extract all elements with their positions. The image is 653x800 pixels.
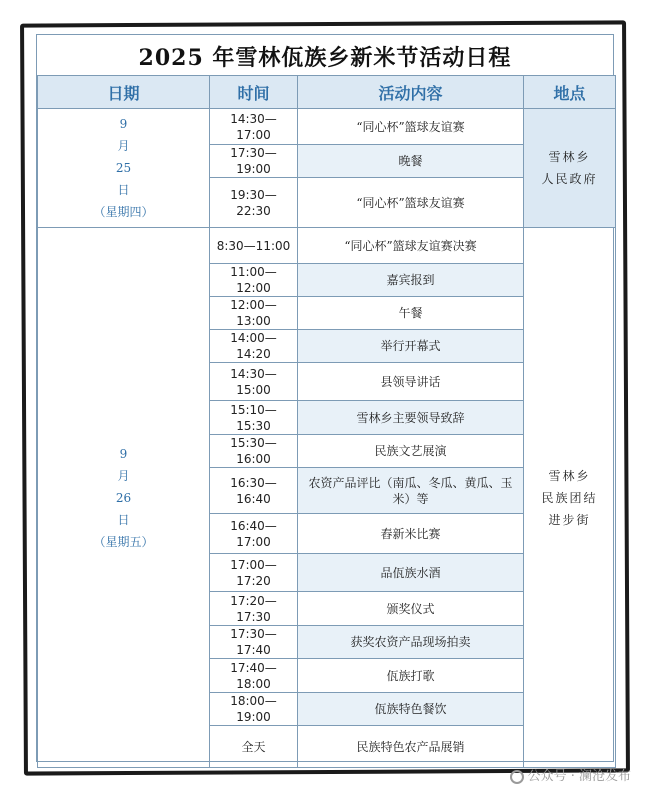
- date-cell-day1: [38, 109, 210, 228]
- header-row: [38, 76, 616, 109]
- location-cell-day2: [524, 228, 616, 768]
- schedule-title: 2025 年雪林佤族乡新米节活动日程: [138, 45, 512, 71]
- time-cell: 14:30—15:00: [210, 363, 298, 401]
- location-line: 民族团结: [541, 490, 598, 505]
- time-cell: 8:30—11:00: [210, 228, 298, 264]
- time-cell: 14:30—17:00: [210, 109, 298, 145]
- schedule-sheet: [36, 34, 614, 762]
- location-line: 人民政府: [541, 172, 598, 186]
- date-day-char: 日: [117, 183, 130, 197]
- activity-cell: 午餐: [298, 297, 524, 330]
- time-cell: 18:00—19:00: [210, 693, 298, 726]
- date-month-char: 月: [117, 139, 130, 153]
- activity-cell: “同心杯”篮球友谊赛: [298, 178, 524, 228]
- time-cell: 16:40—17:00: [210, 514, 298, 554]
- activity-cell: 佤族特色餐饮: [298, 693, 524, 726]
- activity-cell: 民族文艺展演: [298, 435, 524, 468]
- time-cell: 全天: [210, 726, 298, 768]
- time-cell: 17:30—17:40: [210, 626, 298, 659]
- time-cell: 12:00—13:00: [210, 297, 298, 330]
- date-month-num: 9: [119, 446, 128, 461]
- time-cell: 17:40—18:00: [210, 659, 298, 693]
- activity-cell: 晚餐: [298, 145, 524, 178]
- date-month-num: 9: [119, 117, 128, 131]
- time-cell: 19:30—22:30: [210, 178, 298, 228]
- table-row: [38, 228, 616, 264]
- table-row: [38, 109, 616, 145]
- time-cell: 17:20—17:30: [210, 592, 298, 626]
- time-cell: 17:30—19:00: [210, 145, 298, 178]
- header-time: 时间: [210, 76, 298, 109]
- location-cell-day1: [524, 109, 616, 228]
- time-cell: 15:10—15:30: [210, 401, 298, 435]
- watermark: [510, 765, 631, 784]
- date-weekday: （星期四）: [93, 205, 154, 219]
- activity-cell: 获奖农资产品现场拍卖: [298, 626, 524, 659]
- date-day-num: 25: [115, 161, 132, 175]
- header-location: 地点: [524, 76, 616, 109]
- activity-cell: 颁奖仪式: [298, 592, 524, 626]
- activity-cell: 举行开幕式: [298, 330, 524, 363]
- time-cell: 17:00—17:20: [210, 554, 298, 592]
- activity-cell: 农资产品评比（南瓜、冬瓜、黄瓜、玉米）等: [298, 468, 524, 514]
- activity-cell: 舂新米比赛: [298, 514, 524, 554]
- activity-cell: 雪林乡主要领导致辞: [298, 401, 524, 435]
- activity-cell: 品佤族水酒: [298, 554, 524, 592]
- activity-cell: 县领导讲话: [298, 363, 524, 401]
- date-month-char: 月: [117, 468, 130, 483]
- activity-cell: 嘉宾报到: [298, 264, 524, 297]
- wechat-official-account-icon: [510, 770, 524, 784]
- activity-cell: “同心杯”篮球友谊赛决赛: [298, 228, 524, 264]
- activity-cell: 民族特色农产品展销: [298, 726, 524, 768]
- location-line: 雪林乡: [548, 468, 591, 483]
- time-cell: 14:00—14:20: [210, 330, 298, 363]
- date-day-char: 日: [117, 512, 130, 527]
- watermark-text: 公众号 · 澜沧发布: [527, 769, 631, 784]
- time-cell: 16:30—16:40: [210, 468, 298, 514]
- date-day-num: 26: [115, 490, 132, 505]
- date-weekday: （星期五）: [93, 534, 154, 549]
- header-date: 日期: [38, 76, 210, 109]
- activity-cell: 佤族打歌: [298, 659, 524, 693]
- location-line: 进步街: [548, 512, 591, 527]
- date-cell-day2: [38, 228, 210, 768]
- time-cell: 15:30—16:00: [210, 435, 298, 468]
- header-activity: 活动内容: [298, 76, 524, 109]
- activity-cell: “同心杯”篮球友谊赛: [298, 109, 524, 145]
- location-line: 雪林乡: [548, 150, 591, 164]
- time-cell: 11:00—12:00: [210, 264, 298, 297]
- schedule-table: [37, 75, 616, 768]
